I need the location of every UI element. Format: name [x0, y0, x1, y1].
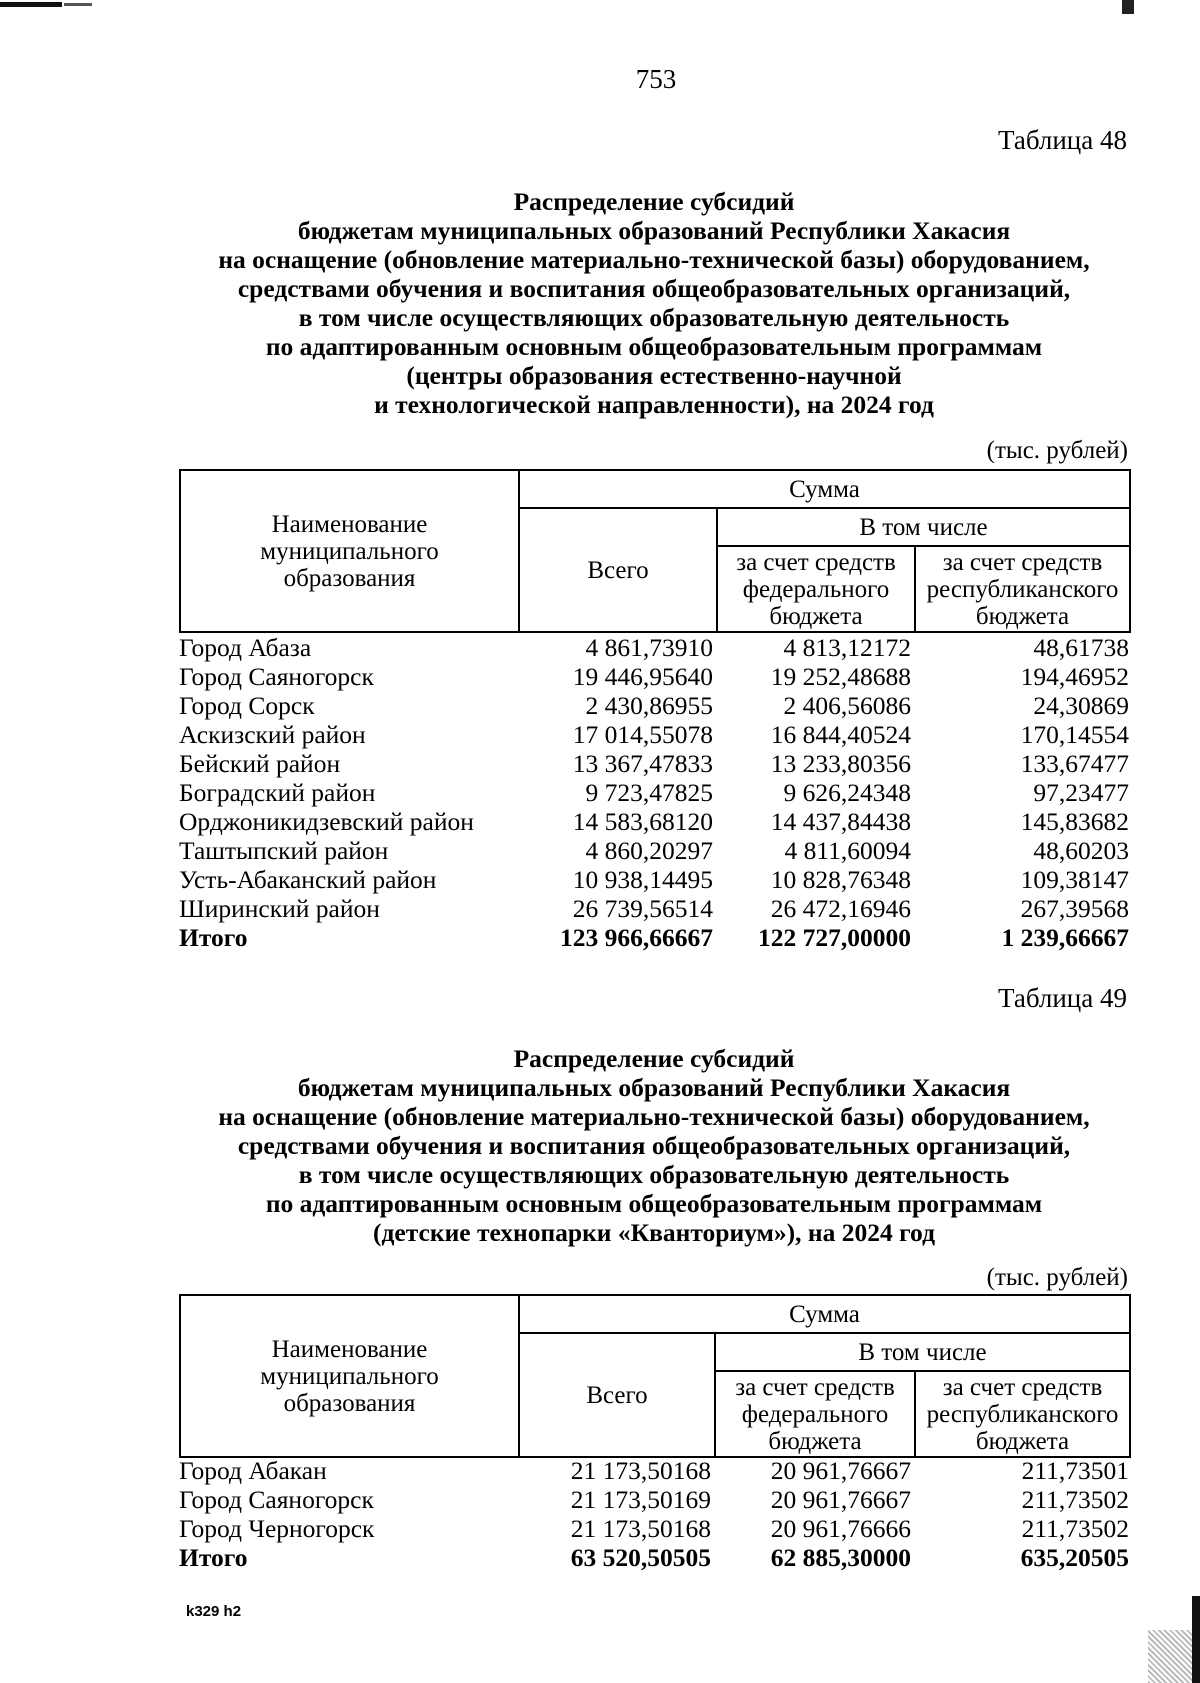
- cell-total: 21 173,50168: [570, 1514, 711, 1543]
- table-row: [179, 807, 1129, 836]
- cell-total: 14 583,68120: [572, 807, 713, 836]
- table-row: [179, 865, 1129, 894]
- cell-republic: 211,73502: [1021, 1514, 1129, 1543]
- scan-artifact: [1122, 0, 1134, 14]
- title-line: средствами обучения и воспитания общеобразовательных организаций,: [237, 274, 1071, 303]
- table-row: [179, 691, 1129, 720]
- cell-federal: 10 828,76348: [770, 865, 911, 894]
- title-line: по адаптированным основным общеобразовательным программам: [265, 332, 1043, 361]
- cell-name: Боградский район: [179, 778, 376, 807]
- cell-name: Ширинский район: [179, 894, 380, 923]
- cell-federal: 16 844,40524: [770, 720, 911, 749]
- cell-republic: 48,61738: [1033, 633, 1129, 662]
- title-line: бюджетам муниципальных образований Республики Хакасия: [297, 1073, 1011, 1102]
- cell-federal: 20 961,76667: [770, 1485, 911, 1514]
- table-title: [178, 187, 1130, 419]
- title-line: средствами обучения и воспитания общеобразовательных организаций,: [237, 1131, 1071, 1160]
- cell-federal: 13 233,80356: [770, 749, 911, 778]
- cell-federal: 26 472,16946: [770, 894, 911, 923]
- cell-federal: 122 727,00000: [758, 923, 911, 952]
- cell-total: 63 520,50505: [570, 1543, 711, 1572]
- cell-federal: 62 885,30000: [770, 1543, 911, 1572]
- cell-federal: 14 437,84438: [770, 807, 911, 836]
- table-row: [179, 894, 1129, 923]
- cell-republic: 133,67477: [1020, 749, 1129, 778]
- header-name: Наименование муниципального образования: [180, 470, 519, 632]
- cell-republic: 145,83682: [1020, 807, 1129, 836]
- table-row: [179, 778, 1129, 807]
- scan-artifact: [1192, 1596, 1200, 1683]
- title-line: бюджетам муниципальных образований Республики Хакасия: [297, 216, 1011, 245]
- cell-republic: 1 239,66667: [1001, 923, 1129, 952]
- title-line: в том числе осуществляющих образовательную деятельность: [298, 1160, 1010, 1189]
- table-row: [179, 1456, 1129, 1485]
- cell-name: Город Абаза: [179, 633, 312, 662]
- table-body: [179, 1456, 1129, 1572]
- cell-total: 26 739,56514: [572, 894, 713, 923]
- table-header: [179, 469, 1131, 633]
- table-title: [178, 1044, 1130, 1247]
- scan-artifact: [64, 3, 92, 6]
- table-label: Таблица 49: [998, 983, 1127, 1013]
- header-total: Всего: [519, 1333, 715, 1457]
- total-row: [179, 1543, 1129, 1572]
- title-line: Распределение субсидий: [513, 1044, 795, 1073]
- header-federal: за счет средств федерального бюджета: [715, 1371, 915, 1457]
- table-row: [179, 633, 1129, 662]
- cell-total: 4 860,20297: [585, 836, 713, 865]
- cell-total: 21 173,50169: [570, 1485, 711, 1514]
- table-row: [179, 662, 1129, 691]
- cell-total: 2 430,86955: [585, 691, 713, 720]
- cell-name: Город Черногорск: [179, 1514, 375, 1543]
- cell-federal: 20 961,76666: [770, 1514, 911, 1543]
- table-row: [179, 1485, 1129, 1514]
- scan-artifact: [0, 2, 62, 7]
- cell-total: 13 367,47833: [572, 749, 713, 778]
- header-name: Наименование муниципального образования: [180, 1295, 519, 1457]
- cell-name: Бейский район: [179, 749, 341, 778]
- cell-republic: 211,73501: [1021, 1456, 1129, 1485]
- title-line: (центры образования естественно-научной: [406, 361, 902, 390]
- cell-total: 21 173,50168: [570, 1456, 711, 1485]
- cell-total: 10 938,14495: [572, 865, 713, 894]
- cell-name: Итого: [179, 923, 248, 952]
- title-line: в том числе осуществляющих образовательную деятельность: [298, 303, 1010, 332]
- cell-republic: 97,23477: [1033, 778, 1129, 807]
- units-label: (тыс. рублей): [986, 1264, 1128, 1291]
- cell-total: 17 014,55078: [572, 720, 713, 749]
- cell-republic: 48,60203: [1033, 836, 1129, 865]
- cell-total: 9 723,47825: [585, 778, 713, 807]
- title-line: на оснащение (обновление материально-технической базы) оборудованием,: [218, 1102, 1090, 1131]
- table-row: [179, 836, 1129, 865]
- footer-code: k329 h2: [186, 1603, 242, 1620]
- cell-federal: 2 406,56086: [783, 691, 911, 720]
- units-label: (тыс. рублей): [986, 437, 1128, 464]
- cell-federal: 19 252,48688: [770, 662, 911, 691]
- header-total: Всего: [519, 508, 717, 632]
- header-sum: Сумма: [519, 1295, 1130, 1333]
- header-including: В том числе: [717, 508, 1130, 546]
- cell-name: Город Саяногорск: [179, 1485, 374, 1514]
- table-label: Таблица 48: [998, 125, 1127, 155]
- total-row: [179, 923, 1129, 952]
- cell-total: 123 966,66667: [560, 923, 713, 952]
- table-row: [179, 749, 1129, 778]
- cell-name: Усть-Абаканский район: [179, 865, 437, 894]
- cell-republic: 211,73502: [1021, 1485, 1129, 1514]
- title-line: по адаптированным основным общеобразовательным программам: [265, 1189, 1043, 1218]
- cell-republic: 267,39568: [1020, 894, 1129, 923]
- title-line: Распределение субсидий: [513, 187, 795, 216]
- cell-republic: 109,38147: [1020, 865, 1129, 894]
- cell-federal: 4 811,60094: [784, 836, 911, 865]
- cell-name: Таштыпский район: [179, 836, 389, 865]
- cell-federal: 4 813,12172: [783, 633, 911, 662]
- header-federal: за счет средств федерального бюджета: [717, 546, 915, 632]
- header-sum: Сумма: [519, 470, 1130, 508]
- header-including: В том числе: [715, 1333, 1130, 1371]
- title-line: на оснащение (обновление материально-технической базы) оборудованием,: [218, 245, 1090, 274]
- title-line: (детские технопарки «Кванториум»), на 2024 год: [373, 1218, 935, 1247]
- cell-republic: 24,30869: [1033, 691, 1129, 720]
- cell-name: Орджоникидзевский район: [179, 807, 474, 836]
- cell-total: 4 861,73910: [585, 633, 713, 662]
- table-body: [179, 633, 1129, 952]
- cell-federal: 9 626,24348: [783, 778, 911, 807]
- cell-name: Город Сорск: [179, 691, 315, 720]
- table-row: [179, 720, 1129, 749]
- cell-name: Город Саяногорск: [179, 662, 374, 691]
- cell-republic: 194,46952: [1020, 662, 1129, 691]
- table-row: [179, 1514, 1129, 1543]
- header-republic: за счет средств республиканского бюджета: [915, 1371, 1130, 1457]
- table-header: [179, 1294, 1131, 1458]
- cell-total: 19 446,95640: [572, 662, 713, 691]
- cell-name: Аскизский район: [179, 720, 366, 749]
- page-number: 753: [635, 64, 677, 94]
- cell-republic: 170,14554: [1020, 720, 1129, 749]
- cell-name: Город Абакан: [179, 1456, 327, 1485]
- cell-republic: 635,20505: [1020, 1543, 1129, 1572]
- header-republic: за счет средств республиканского бюджета: [915, 546, 1130, 632]
- title-line: и технологической направленности), на 2024 год: [374, 390, 934, 419]
- cell-federal: 20 961,76667: [770, 1456, 911, 1485]
- cell-name: Итого: [179, 1543, 248, 1572]
